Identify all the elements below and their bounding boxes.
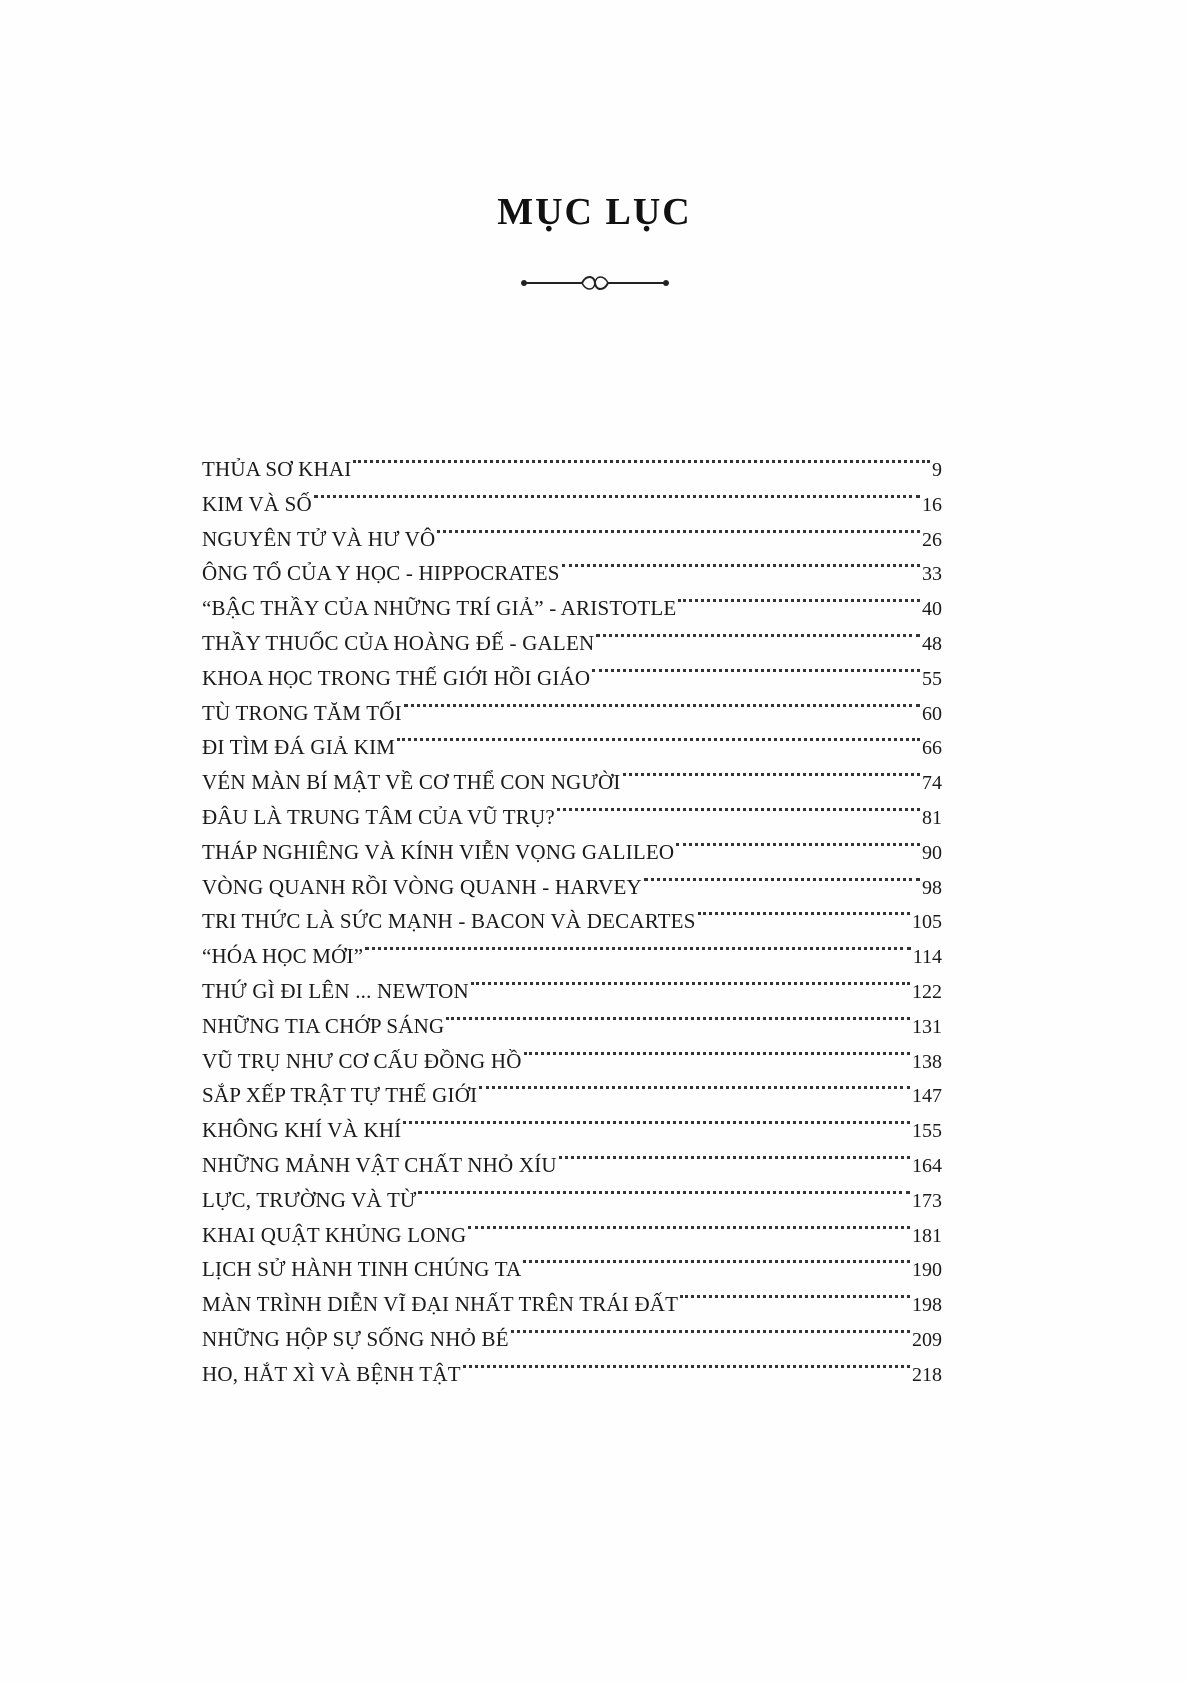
toc-dot-leader	[644, 868, 920, 881]
toc-entry	[202, 974, 942, 1009]
toc-entry-page-number: 81	[922, 806, 942, 829]
toc-entry-title: TÙ TRONG TĂM TỐI	[202, 700, 402, 725]
toc-entry-title: ÔNG TỔ CỦA Y HỌC - HIPPOCRATES	[202, 561, 560, 586]
toc-entry-page-number: 105	[912, 911, 942, 934]
toc-entry-title: THỨ GÌ ĐI LÊN ... NEWTON	[202, 978, 469, 1003]
toc-entry-title: NHỮNG MẢNH VẬT CHẤT NHỎ XÍU	[202, 1152, 557, 1177]
toc-entry-title: NGUYÊN TỬ VÀ HƯ VÔ	[202, 526, 436, 551]
toc-entry-page-number: 74	[922, 772, 942, 795]
toc-entry-page-number: 218	[912, 1363, 942, 1386]
toc-entry-title: NHỮNG TIA CHỚP SÁNG	[202, 1013, 445, 1038]
toc-entry-title: THỦA SƠ KHAI	[202, 457, 352, 481]
toc-entry-page-number: 66	[922, 737, 942, 760]
toc-entry-title: “BẬC THẦY CỦA NHỮNG TRÍ GIẢ” - ARISTOTLE	[202, 596, 677, 621]
toc-dot-leader	[437, 520, 920, 533]
toc-entry-title: LỰC, TRƯỜNG VÀ TỪ	[202, 1187, 417, 1212]
toc-dot-leader	[698, 902, 910, 915]
toc-entry-title: THẦY THUỐC CỦA HOÀNG ĐẾ - GALEN	[202, 630, 595, 655]
toc-dot-leader	[397, 728, 920, 741]
toc-entry	[202, 1218, 942, 1253]
toc-dot-leader	[676, 833, 920, 846]
toc-entry	[202, 661, 942, 696]
toc-entry-title: KIM VÀ SỐ	[202, 491, 312, 516]
page-title: MỤC LỤC	[497, 191, 692, 233]
toc-entry-page-number: 9	[932, 459, 942, 481]
toc-dot-leader	[353, 450, 930, 463]
toc-dot-leader	[557, 798, 920, 811]
toc-entry-page-number: 48	[922, 632, 942, 655]
toc-entry-title: MÀN TRÌNH DIỄN VĨ ĐẠI NHẤT TRÊN TRÁI ĐẤT	[202, 1292, 679, 1317]
toc-entry-title: VÉN MÀN BÍ MẬT VỀ CƠ THỂ CON NGƯỜI	[202, 770, 621, 795]
toc-entry	[202, 1113, 942, 1148]
toc-entry-page-number: 209	[912, 1328, 942, 1351]
toc-dot-leader	[596, 624, 920, 637]
toc-dot-leader	[446, 1007, 910, 1020]
toc-entry-page-number: 98	[922, 876, 942, 899]
toc-entry-page-number: 90	[922, 841, 942, 864]
toc-entry-page-number: 138	[912, 1050, 942, 1073]
toc-entry-page-number: 173	[912, 1189, 942, 1212]
toc-entry	[202, 626, 942, 661]
toc-entry-page-number: 190	[912, 1259, 942, 1282]
toc-dot-leader	[463, 1355, 910, 1368]
table-of-contents	[202, 452, 942, 1392]
toc-entry-title: KHOA HỌC TRONG THẾ GIỚI HỒI GIÁO	[202, 665, 591, 690]
toc-entry-page-number: 40	[922, 598, 942, 621]
toc-entry-page-number: 122	[912, 980, 942, 1003]
toc-dot-leader	[623, 763, 920, 776]
toc-entry-page-number: 164	[912, 1154, 942, 1177]
toc-entry-title: KHÔNG KHÍ VÀ KHÍ	[202, 1118, 402, 1143]
toc-entry-page-number: 16	[922, 493, 942, 516]
toc-entry-title: VŨ TRỤ NHƯ CƠ CẤU ĐỒNG HỒ	[202, 1048, 522, 1073]
toc-entry	[202, 1044, 942, 1079]
toc-entry-title: KHAI QUẬT KHỦNG LONG	[202, 1222, 467, 1247]
toc-entry-title: THÁP NGHIÊNG VÀ KÍNH VIỄN VỌNG GALILEO	[202, 839, 675, 864]
toc-entry-page-number: 181	[912, 1224, 942, 1247]
toc-entry	[202, 1252, 942, 1287]
toc-dot-leader	[592, 659, 920, 672]
toc-entry-page-number: 147	[912, 1085, 942, 1108]
toc-dot-leader	[678, 589, 920, 602]
toc-entry	[202, 487, 942, 522]
toc-entry	[202, 696, 942, 731]
toc-entry-page-number: 198	[912, 1294, 942, 1317]
toc-entry	[202, 870, 942, 905]
toc-dot-leader	[511, 1320, 910, 1333]
toc-entry-title: ĐÂU LÀ TRUNG TÂM CỦA VŨ TRỤ?	[202, 804, 555, 829]
toc-entry-page-number: 60	[922, 702, 942, 725]
toc-entry-title: TRI THỨC LÀ SỨC MẠNH - BACON VÀ DECARTES	[202, 909, 696, 934]
toc-entry-page-number: 55	[922, 667, 942, 690]
toc-dot-leader	[468, 1216, 910, 1229]
toc-entry	[202, 1287, 942, 1322]
toc-entry-title: HO, HẮT XÌ VÀ BỆNH TẬT	[202, 1361, 461, 1386]
toc-entry	[202, 1183, 942, 1218]
toc-dot-leader	[562, 554, 920, 567]
toc-entry	[202, 522, 942, 557]
toc-dot-leader	[524, 1042, 910, 1055]
toc-dot-leader	[523, 1250, 910, 1263]
toc-entry	[202, 1148, 942, 1183]
toc-entry-title: ĐI TÌM ĐÁ GIẢ KIM	[202, 735, 396, 760]
toc-entry-title: LỊCH SỬ HÀNH TINH CHÚNG TA	[202, 1257, 522, 1282]
toc-entry	[202, 1322, 942, 1357]
toc-dot-leader	[559, 1146, 910, 1159]
toc-entry	[202, 835, 942, 870]
toc-entry-title: VÒNG QUANH RỒI VÒNG QUANH - HARVEY	[202, 874, 642, 899]
toc-dot-leader	[404, 694, 920, 707]
toc-entry	[202, 556, 942, 591]
toc-entry-page-number: 131	[912, 1015, 942, 1038]
toc-entry-page-number: 114	[912, 946, 942, 969]
toc-entry	[202, 730, 942, 765]
toc-entry-title: “HÓA HỌC MỚI”	[202, 944, 364, 969]
toc-dot-leader	[365, 937, 910, 950]
toc-entry-page-number: 155	[912, 1120, 942, 1143]
toc-entry	[202, 939, 942, 974]
toc-entry-page-number: 33	[922, 563, 942, 586]
toc-entry	[202, 765, 942, 800]
toc-entry	[202, 1357, 942, 1392]
toc-entry	[202, 904, 942, 939]
toc-dot-leader	[471, 972, 910, 985]
toc-entry-page-number: 26	[922, 528, 942, 551]
toc-dot-leader	[680, 1285, 910, 1298]
toc-entry-title: SẮP XẾP TRẬT TỰ THẾ GIỚI	[202, 1083, 478, 1108]
toc-entry	[202, 452, 942, 487]
toc-entry-title: NHỮNG HỘP SỰ SỐNG NHỎ BÉ	[202, 1326, 509, 1351]
toc-entry	[202, 591, 942, 626]
toc-dot-leader	[418, 1181, 910, 1194]
toc-entry	[202, 1078, 942, 1113]
toc-entry	[202, 800, 942, 835]
toc-dot-leader	[479, 1076, 910, 1089]
toc-dot-leader	[403, 1111, 910, 1124]
toc-dot-leader	[314, 485, 920, 498]
ornament-divider-icon	[520, 272, 670, 294]
toc-entry	[202, 1009, 942, 1044]
